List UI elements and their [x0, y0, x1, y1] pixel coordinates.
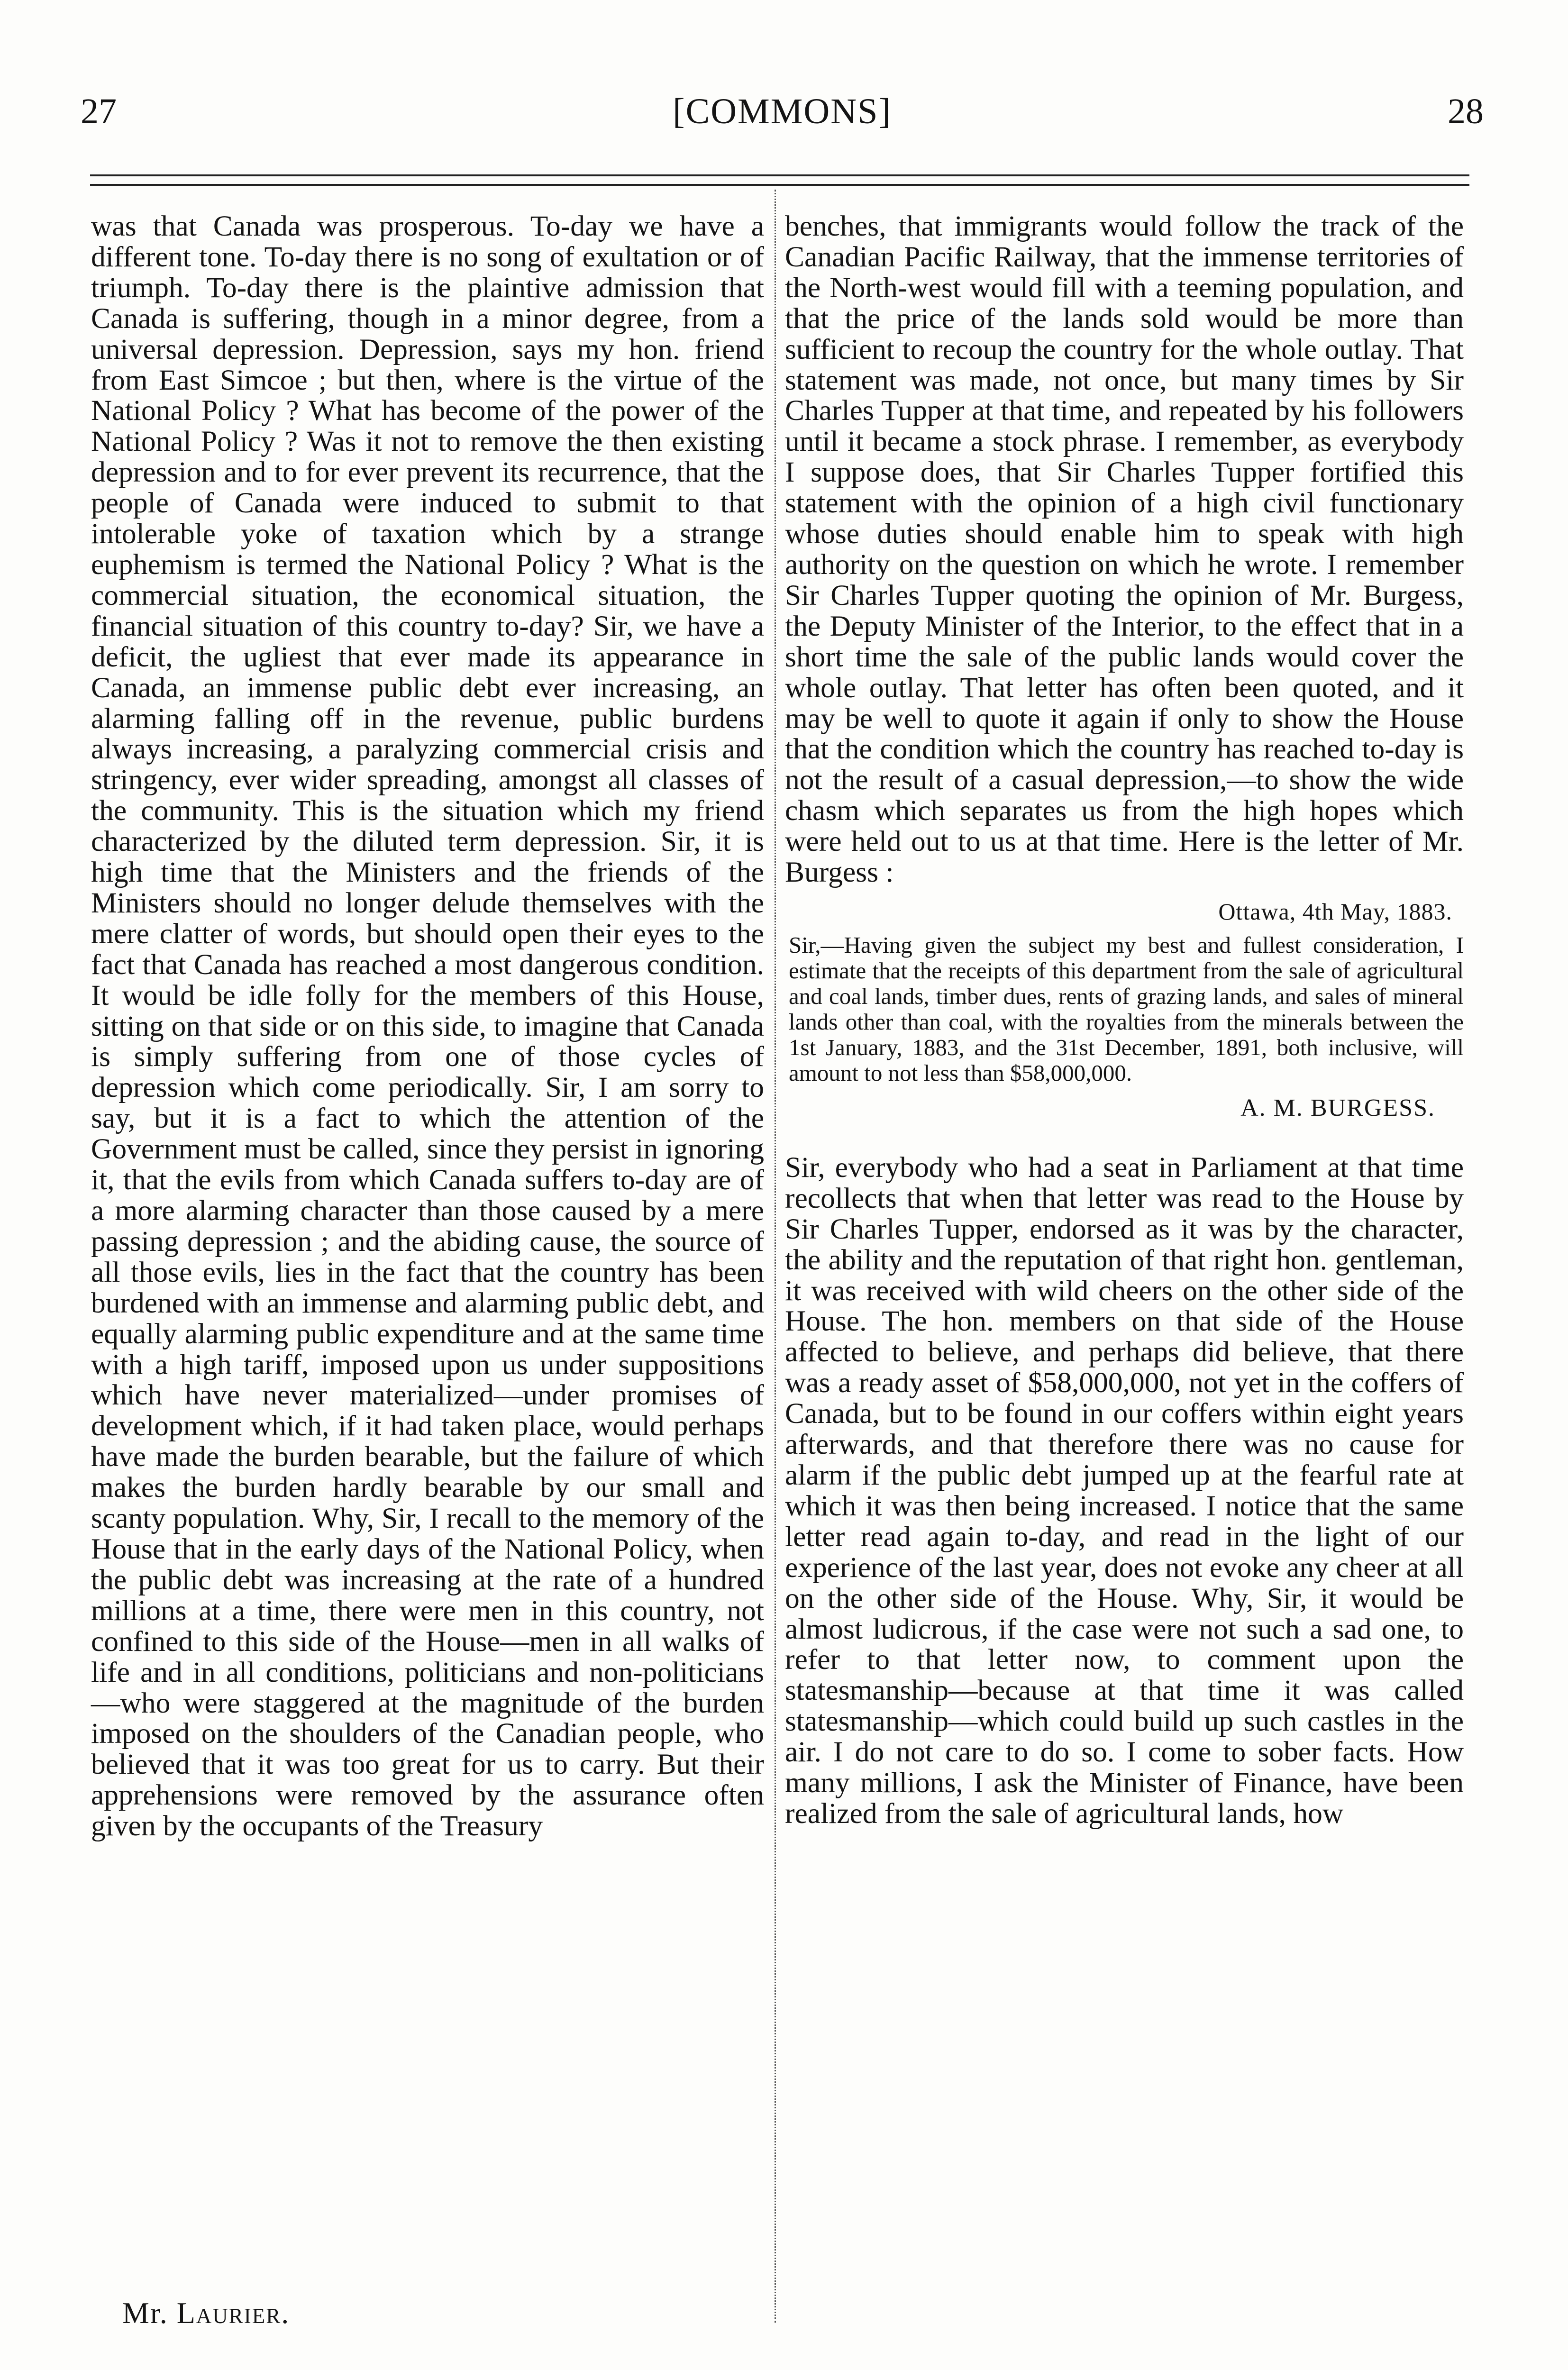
right-paragraph-2: Sir, everybody who had a seat in Parliament at that time recollects that when that letter was read to the House by Sir Charles Tupper, endorsed as it was by the character, the ability and the reputation of that right hon. gentleman, it was received with wild cheers on the other side of the House. The hon. members on that side of the House affected to believe, and perhaps did believe, that there was a ready asset of $58,000,000, not yet in the coffers of Canada, but to be found in our coffers within eight years afterwards, and that therefore there was no cause for alarm if the public debt jumped up at the fearful rate at which it was then being increased. I notice that the same letter read again to-day, and read in the light of our experience of the last year, does not evoke any cheer at all on the other side of the House. Why, Sir, it would be almost ludicrous, if the case were not such a sad one, to refer to that letter now, to comment upon the statesmanship—because at that time it was called statesmanship—which could build up such castles in the air. I do not care to do so. I come to sober facts. How many millions, I ask the Minister of Finance, have been realized from the sale of agricultural lands, how — [785, 1151, 1464, 1830]
quoted-letter — [785, 932, 1464, 1086]
left-column — [91, 211, 764, 1841]
running-title: [COMMONS] — [673, 91, 892, 131]
speaker-footer — [122, 2294, 290, 2332]
page-header — [81, 85, 1484, 137]
letter-body: Sir,—Having given the subject my best and fullest consideration, I estimate that the receipts of this department from the sale of agricultural and coal lands, timber dues, rents of grazing lands, and sales of mineral lands other than coal, with the royalties from the minerals between the 1st January, 1883, and the 31st December, 1891, both inclusive, will amount to not less than $58,000,000. — [789, 931, 1464, 1086]
right-paragraph-1: benches, that immigrants would follow the track of the Canadian Pacific Railway, that the immense territories of the North-west would fill with a teeming population, and that the price of the lands sold would be more than sufficient to recoup the country for the whole outlay. That statement was made, not once, but many times by Sir Charles Tupper at that time, and repeated by his followers until it became a stock phrase. I remember, as everybody I suppose does, that Sir Charles Tupper fortified this statement with the opinion of a high civil functionary whose duties should enable him to speak with high authority on the question on which he wrote. I remember Sir Charles Tupper quoting the opinion of Mr. Burgess, the Deputy Minister of the Interior, to the effect that in a short time the sale of the public lands would cover the whole outlay. That letter has often been quoted, and it may be well to quote it again if only to show the House that the condition which the country has reached to-day is not the result of a casual depression,—to show the wide chasm which separates us from the high hopes which were held out to us at that time. Here is the letter of Mr. Burgess : — [785, 210, 1464, 889]
page-number-right: 28 — [1448, 91, 1484, 131]
page-number-left: 27 — [81, 91, 117, 131]
left-column-text: was that Canada was prosperous. To-day we have a different tone. To-day there is no song of exultation or of triumph. To-day there is the plaintive admission that Canada is suffering, though in a minor degree, from a universal depression. Depression, says my hon. friend from East Simcoe ; but then, where is the virtue of the National Policy ? What has become of the power of the National Policy ? Was it not to remove the then existing depression and to for ever prevent its recurrence, that the people of Canada were induced to submit to that intolerable yoke of taxation which by a strange euphemism is termed the National Policy ? What is the commercial situation, the economical situation, the financial situation of this country to-day? Sir, we have a deficit, the ugliest that ever made its appearance in Canada, an immense public debt ever increasing, an alarming falling off in the revenue, public burdens always increasing, a paralyzing commercial crisis and stringency, ever wider spreading, amongst all classes of the community. This is the situation which my friend characterized by the diluted term depression. Sir, it is high time that the Ministers and the friends of the Ministers should no longer delude themselves with the mere clatter of words, but should open their eyes to the fact that Canada has reached a most dangerous condition. It would be idle folly for the members of this House, sitting on that side or on this side, to imagine that Canada is simply suffering from one of those cycles of depression which come periodically. Sir, I am sorry to say, but it is a fact to which the attention of the Government must be called, since they persist in ignoring it, that the evils from which Canada suffers to-day are of a more alarming character than those caused by a mere passing depression ; and the abiding cause, the source of all those evils, lies in the fact that the country has been burdened with an immense and alarming public debt, and equally alarming public expenditure and at the same time with a high tariff, imposed upon us under suppositions which have never materialized—under promises of development which, if it had taken place, would perhaps have made the burden bearable, but the failure of which makes the burden hardly bearable by our small and scanty population. Why, Sir, I recall to the memory of the House that in the early days of the National Policy, when the public debt was increasing at the rate of a hundred millions at a time, there were men in this country, not confined to this side of the House—men in all walks of life and in all conditions, politicians and non-politicians —who were staggered at the magnitude of the burden imposed on the shoulders of the Canadian people, who believed that it was too great for us to carry. But their apprehensions were removed by the assurance often given by the occupants of the Treasury — [91, 210, 764, 1842]
right-column — [785, 211, 1464, 1829]
speaker-prefix: Mr. L — [122, 2296, 196, 2330]
letter-signature: A. M. BURGESS. — [1240, 1094, 1435, 1121]
header-rule-top — [90, 174, 1469, 176]
speaker-name-rest: aurier. — [196, 2296, 290, 2330]
column-divider — [775, 190, 776, 2323]
letter-dateline: Ottawa, 4th May, 1883. — [1218, 898, 1452, 925]
header-rule-bottom — [90, 184, 1469, 186]
